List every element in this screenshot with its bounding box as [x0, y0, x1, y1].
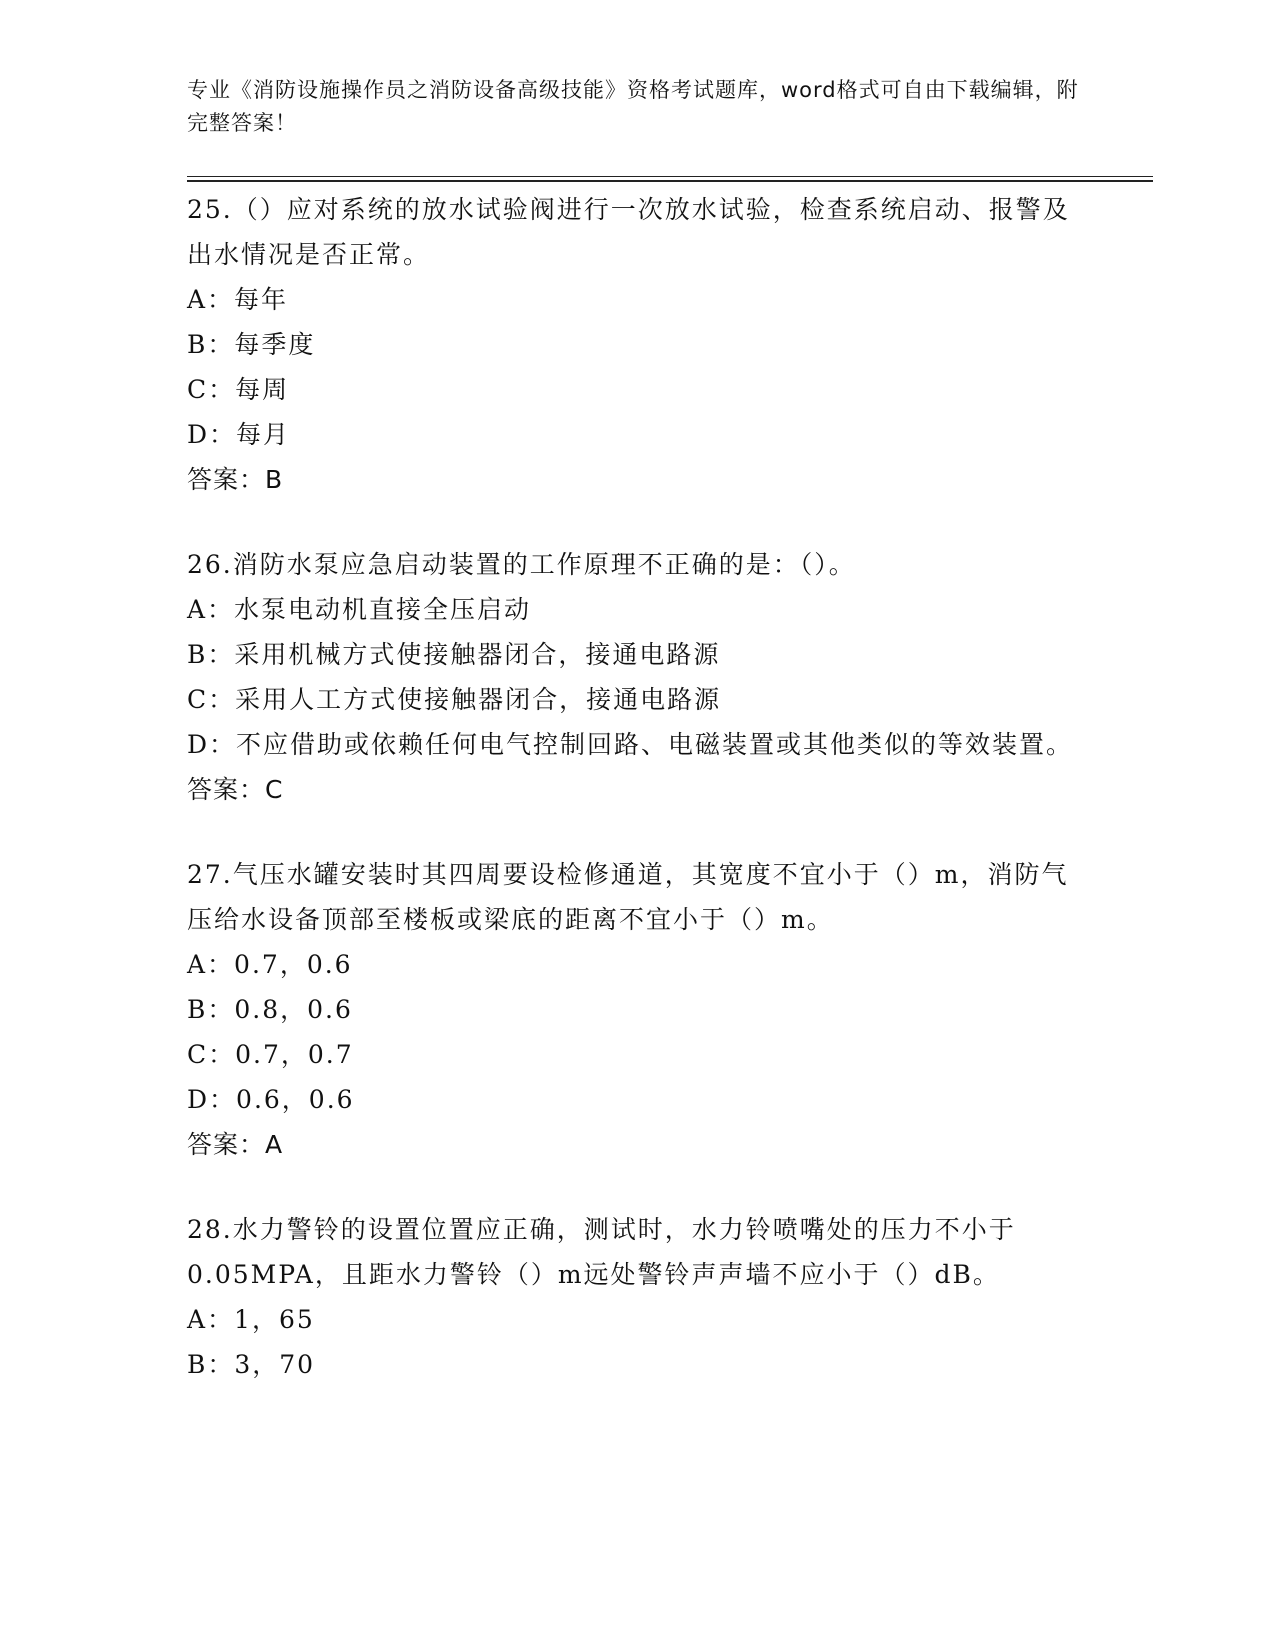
option-d: D：不应借助或依赖任何电气控制回路、电磁装置或其他类似的等效装置。 [187, 730, 1074, 759]
option-a: A：0.7，0.6 [187, 950, 353, 979]
document-header: 专业《消防设施操作员之消防设备高级技能》资格考试题库，word格式可自由下载编辑，附完整答案！ [187, 78, 1079, 135]
option-a: A：1，65 [187, 1305, 315, 1334]
answer-line: 答案：C [187, 775, 284, 804]
option-a: A：水泵电动机直接全压启动 [187, 595, 532, 624]
question-28 [187, 1207, 1087, 1387]
question-stem: 28.水力警铃的设置位置应正确，测试时，水力铃喷嘴处的压力不小于0.05MPA，且距水力警铃（）m远处警铃声声墙不应小于（）dB。 [187, 1215, 1016, 1289]
question-stem: 26.消防水泵应急启动装置的工作原理不正确的是：（）。 [187, 550, 856, 579]
header-divider-thin [187, 176, 1153, 177]
answer-line: 答案：A [187, 1130, 284, 1159]
answer-line: 答案：B [187, 465, 284, 494]
option-b: B：3，70 [187, 1350, 316, 1379]
option-c: C：采用人工方式使接触器闭合，接通电路源 [187, 685, 722, 714]
question-27 [187, 852, 1087, 1167]
question-stem: 25.（）应对系统的放水试验阀进行一次放水试验，检查系统启动、报警及出水情况是否正常。 [187, 195, 1070, 269]
option-c: C：每周 [187, 375, 290, 404]
question-25 [187, 187, 1087, 502]
option-d: D：每月 [187, 420, 291, 449]
option-b: B：0.8，0.6 [187, 995, 353, 1024]
option-b: B：采用机械方式使接触器闭合，接通电路源 [187, 640, 721, 669]
header-divider-thick [187, 180, 1153, 182]
question-list [187, 187, 1087, 1427]
option-a: A：每年 [187, 285, 289, 314]
question-stem: 27.气压水罐安装时其四周要设检修通道，其宽度不宜小于（）m，消防气压给水设备顶部至楼板或梁底的距离不宜小于（）m。 [187, 860, 1069, 934]
option-d: D：0.6，0.6 [187, 1085, 355, 1114]
option-b: B：每季度 [187, 330, 316, 359]
option-c: C：0.7，0.7 [187, 1040, 354, 1069]
question-26 [187, 542, 1087, 812]
